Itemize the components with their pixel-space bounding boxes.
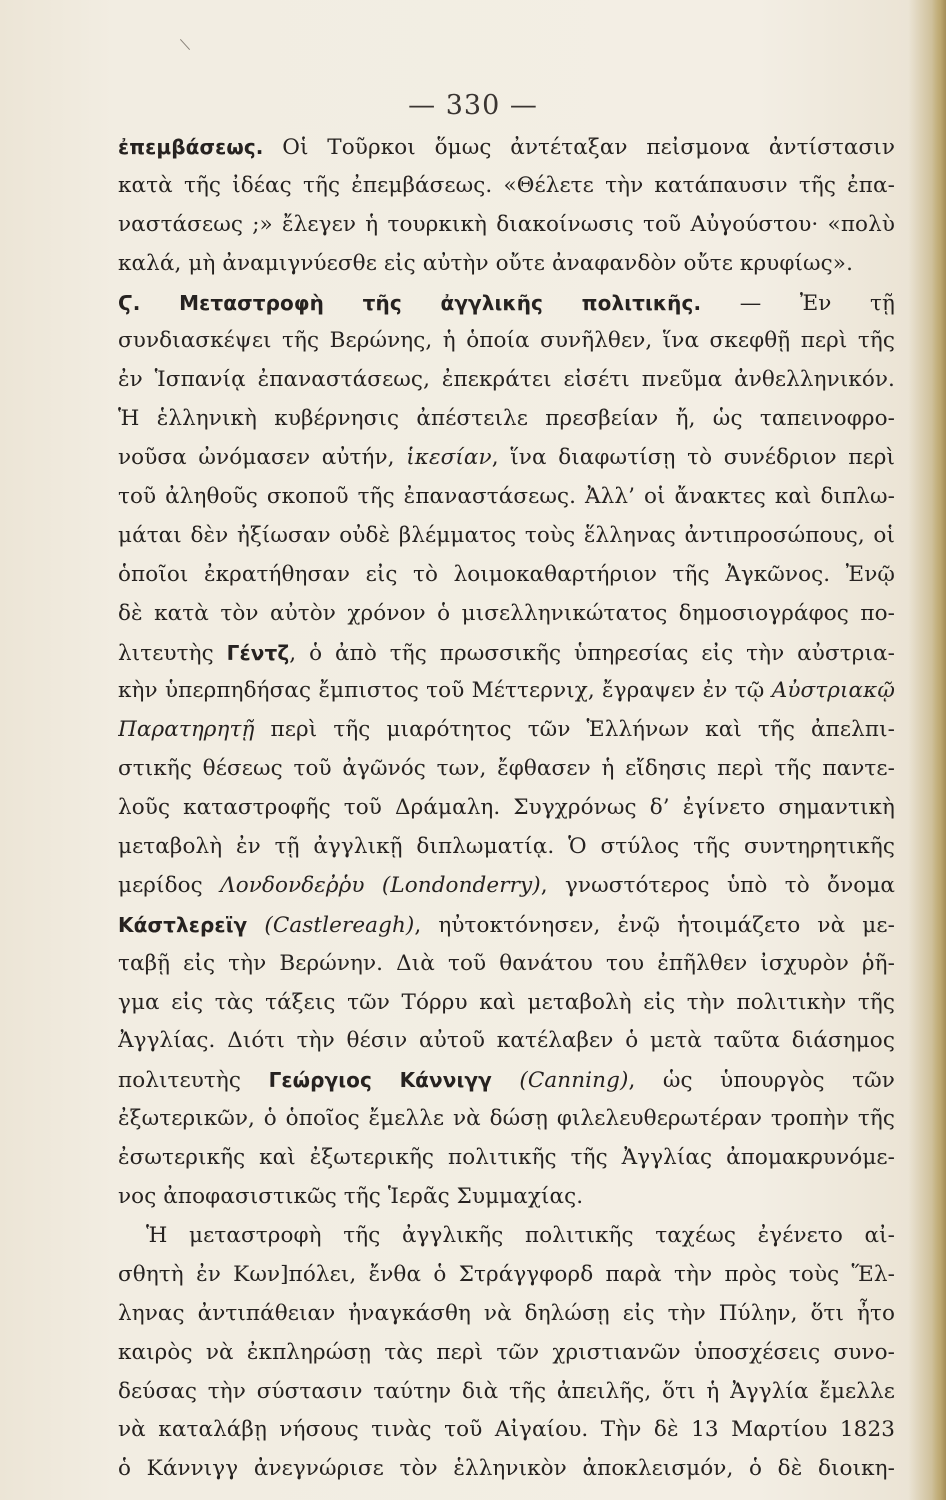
text-run: , γνωστότερος ὑπὸ τὸ ὄνομα [540,872,895,898]
text-line [118,1373,895,1412]
text-line [118,361,895,400]
italic-term: Λονδονδεῤῥυ (Londonderry) [220,872,541,898]
text-run: μερίδος [118,872,221,898]
italic-term: (Castlereagh) [264,912,415,938]
text-run: μεταβολὴ ἐν τῇ ἀγγλικῇ διπλωματίᾳ. Ὁ στύλος τῆς συντηρητικῆς [118,834,895,860]
text-line [118,322,895,361]
text-line [118,984,895,1023]
text-line [118,672,895,711]
text-run: ἐσωτερικῆς καὶ ἐξωτερικῆς πολιτικῆς τῆς Ἀγγλίας ἀπομακρυνόμε- [118,1145,895,1171]
text-line [118,245,895,284]
text-run: Ἡ ἑλληνικὴ κυβέρνησις ἀπέστειλε πρεσβείαν ἤ, ὡς ταπεινοφρο- [118,406,895,432]
bold-term: Κάστλερεϊγ [118,912,248,937]
text-run: , ὁ ἀπὸ τῆς πρωσσικῆς ὑπηρεσίας εἰς τὴν αὐστρια- [289,640,895,666]
text-run: Οἱ Τοῦρκοι ὅμως ἀντέταξαν πεἰσμονα ἀντίστασιν [263,135,895,160]
text-run: γμα εἰς τὰς τάξεις τῶν Τόρρυ καὶ μεταβολὴ εἰς τὴν πολιτικὴν τῆς [118,989,895,1015]
bold-term: ἐπεμβάσεως. [118,135,264,159]
text-line [118,1100,895,1139]
text-run: ὁ Κάννιγγ ἀνεγνώρισε τὸν ἑλληνικὸν ἀποκλεισμόν, ὁ δὲ διοικη- [118,1456,895,1482]
text-line [118,634,895,673]
text-line [118,711,895,750]
text-run: λιτευτὴς [118,640,227,666]
text-line [118,128,895,167]
text-run: ληνας ἀντιπάθειαν ἠναγκάσθη νὰ δηλώσῃ εἰς τὴν Πύλην, ὅτι ἦτο [118,1300,895,1326]
text-line [118,1178,895,1217]
text-run [247,913,264,938]
text-line [118,284,895,323]
text-run: συνδιασκέψει τῆς Βερώνης, ἡ ὁποία συνῆλθεν, ἵνα σκεφθῇ περὶ τῆς [118,328,895,354]
text-line [118,828,895,867]
text-run: ὁποῖοι ἐκρατήθησαν εἰς τὸ λοιμοκαθαρτήριον τῆς Ἀγκῶνος. Ἐνῷ [118,561,895,587]
text-run: τοῦ ἀληθοῦς σκοποῦ τῆς ἐπαναστάσεως. Ἀλλ’ οἱ ἄνακτες καὶ διπλω- [118,484,895,510]
text-run: κατὰ τῆς ἰδέας τῆς ἐπεμβάσεως. «Θέλετε τὴν κατάπαυσιν τῆς ἐπα- [118,172,895,198]
text-line [118,1061,895,1100]
text-line [118,400,895,439]
text-run: δὲ κατὰ τὸν αὐτὸν χρόνον ὁ μισελληνικώτατος δημοσιογράφος πο- [118,600,895,626]
text-run: πολιτευτὴς [118,1068,269,1094]
body-text [118,128,895,1489]
text-line [118,556,895,595]
text-run: Ἡ μεταστροφὴ τῆς ἀγγλικῆς πολιτικῆς ταχέως ἐγένετο αἰ- [146,1222,895,1248]
text-run: κὴν ὑπερπηδήσας ἔμπιστος τοῦ Μέττερνιχ, ἔγραψεν ἐν τῷ [118,678,772,704]
text-line [118,945,895,984]
text-run: δεύσας τὴν σύστασιν ταύτην διὰ τῆς ἀπειλῆς, ὅτι ἡ Ἀγγλία ἔμελλε [118,1378,895,1404]
text-line [118,789,895,828]
text-run: νος ἀποφασιστικῶς τῆς Ἱερᾶς Συμμαχίας. [118,1184,584,1210]
text-run: , ὡς ὑπουργὸς τῶν [628,1068,895,1094]
text-run: καιρὸς νὰ ἐκπληρώσῃ τὰς περὶ τῶν χριστιανῶν ὑποσχέσεις συνο- [118,1339,895,1365]
text-run: νοῦσα ὠνόμασεν αὐτήν, [118,445,407,471]
text-run: νὰ καταλάβῃ νήσους τινὰς τοῦ Αἰγαίου. Τὴν δὲ 13 Μαρτίου 1823 [118,1417,895,1443]
text-line [118,439,895,478]
bold-term: Ϛ. Μεταστροφὴ τῆς ἀγγλικῆς πολιτικῆς. [118,290,702,315]
text-line [118,1256,895,1295]
text-line [118,1022,895,1061]
italic-term: (Canning) [519,1068,629,1094]
bold-term: Γεώργιος Κάννιγγ [268,1068,492,1093]
text-run: Ἀγγλίας. Διότι τὴν θέσιν αὐτοῦ κατέλαβεν ὁ μετὰ ταῦτα διάσημος [118,1028,895,1054]
italic-term: Παρατηρητῇ [118,717,255,743]
text-line [118,1334,895,1373]
text-line [118,517,895,556]
text-run: ἐν Ἱσπανίᾳ ἐπαναστάσεως, ἐπεκράτει εἰσέτι πνεῦμα ἀνθελληνικόν. [118,367,895,393]
text-run: σθητὴ ἐν Κων]πόλει, ἔνθα ὁ Στράγγφορδ παρὰ τὴν πρὸς τοὺς Ἕλ- [118,1261,895,1287]
text-run: ἐξωτερικῶν, ὁ ὁποῖος ἔμελλε νὰ δώσῃ φιλελευθερωτέραν τροπὴν τῆς [118,1106,895,1132]
text-line [118,906,895,945]
text-line [118,750,895,789]
text-run: ναστάσεως ;» ἔλεγεν ἡ τουρκικὴ διακοίνωσις τοῦ Αὐγούστου· «πολὺ [118,211,895,237]
text-line [118,1295,895,1334]
text-run: μάται δὲν ἠξίωσαν οὐδὲ βλέμματος τοὺς ἕλληνας ἀντιπροσώπους, οἱ [118,522,895,548]
text-run: περὶ τῆς μιαρότητος τῶν Ἑλλήνων καὶ τῆς ἀπελπι- [254,717,895,743]
text-line [118,167,895,206]
text-line [118,1411,895,1450]
text-run: καλά, μὴ ἀναμιγνύεσθε εἰς αὐτὴν οὔτε ἀναφανδὸν οὔτε κρυφίως». [118,250,853,276]
stray-pencil-mark [180,39,190,50]
italic-term: Αὐστριακῷ [771,678,895,704]
page-number: — 330 — [408,90,538,121]
text-run [492,1068,520,1093]
text-run: , ηὐτοκτόνησεν, ἐνῷ ἡτοιμάζετο νὰ με- [414,912,895,938]
text-run: ταβῇ εἰς τὴν Βερώνην. Διὰ τοῦ θανάτου του ἐπῆλθεν ἰσχυρὸν ῥῆ- [118,950,895,976]
text-line [118,595,895,634]
bold-term: Γέντζ [226,640,290,665]
text-line [118,206,895,245]
text-run: — Ἐν τῇ [701,290,895,316]
text-line [118,478,895,517]
text-run: λοῦς καταστροφῆς τοῦ Δράμαλη. Συγχρόνως δ’ ἐγίνετο σημαντικὴ [118,795,895,821]
italic-term: ἱκεσίαν [406,445,492,471]
text-line [118,867,895,906]
page-edge-shadow [932,0,946,1500]
text-line [118,1139,895,1178]
text-line [118,1217,895,1256]
text-line [118,1450,895,1489]
text-run: , ἵνα διαφωτίσῃ τὸ συνέδριον περὶ [491,445,895,471]
text-run: στικῆς θέσεως τοῦ ἀγῶνός των, ἔφθασεν ἡ εἴδησις περὶ τῆς παντε- [118,756,895,782]
